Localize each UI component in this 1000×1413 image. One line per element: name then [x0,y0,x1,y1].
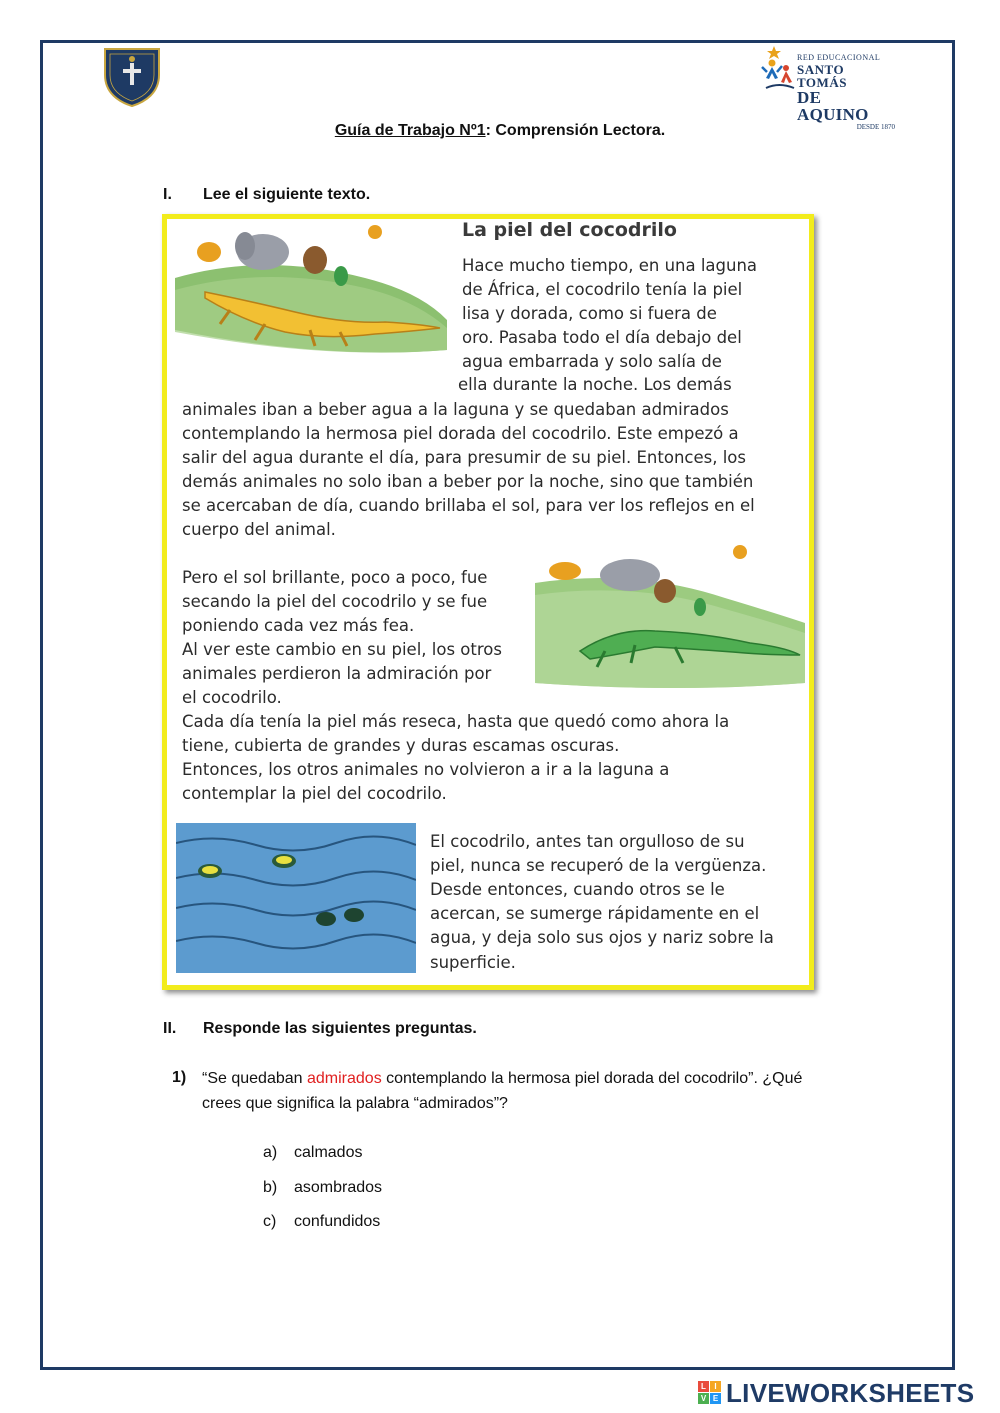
story-line: El cocodrilo, antes tan orgulloso de su [430,832,745,851]
story-line: acercan, se sumerge rápidamente en el [430,904,760,923]
story-line: piel, nunca se recuperó de la vergüenza. [430,856,767,875]
network-logo-line1: RED EDUCACIONAL [797,53,881,62]
badge-letter-i: I [710,1381,721,1392]
story-line: contemplar la piel del cocodrilo. [182,784,447,803]
liveworksheets-badge-icon [698,1381,722,1405]
story-line: Entonces, los otros animales no volvieron a ir a la laguna a [182,760,670,779]
story-line: agua embarrada y solo salía de [462,352,722,371]
story-line: Hace mucho tiempo, en una laguna [462,256,758,275]
story-line: demás animales no solo iban a beber por la noche, sino que también [182,472,754,491]
option-c-text[interactable]: confundidos [294,1213,381,1230]
story-line: agua, y deja solo sus ojos y nariz sobre la [430,928,774,947]
badge-letter-l: L [698,1381,709,1392]
story-line: animales iban a beber agua a la laguna y se quedaban admirados [182,400,729,419]
network-logo-figure-icon [760,44,798,94]
question1-line1 [202,1070,802,1088]
question1-highlight: admirados [306,1070,382,1087]
page-title-rest: : Comprensión Lectora. [485,122,666,139]
story-line: oro. Pasaba todo el día debajo del [462,328,742,347]
network-logo-line4: DESDE 1870 [856,123,895,131]
page-title-underlined: Guía de Trabajo Nº1 [334,122,486,139]
water-eyes-illustration [176,823,416,973]
badge-letter-e: E [710,1393,721,1404]
network-logo [760,44,895,131]
story-line: secando la piel del cocodrilo y se fue [182,592,488,611]
option-b-letter: b) [263,1179,278,1196]
story-line: poniendo cada vez más fea. [182,616,415,635]
network-logo-line2: SANTO TOMÁS [797,62,847,90]
story-line: ella durante la noche. Los demás [458,375,732,394]
section2-number: II. [163,1020,177,1037]
story-line: Desde entonces, cuando otros se le [430,880,725,899]
school-crest [101,45,163,107]
section1-number: I. [163,186,172,203]
section2-heading: Responde las siguientes preguntas. [203,1020,477,1037]
network-logo-line3: DE AQUINO [797,88,869,124]
page-title [0,122,1000,140]
badge-letter-v: V [698,1393,709,1404]
option-b-text[interactable]: asombrados [294,1179,383,1196]
question1-number: 1) [172,1069,187,1086]
story-line: el cocodrilo. [182,688,282,707]
story-line: de África, el cocodrilo tenía la piel [462,280,743,299]
story-title: La piel del cocodrilo [462,219,677,241]
story-line: Cada día tenía la piel más reseca, hasta que quedó como ahora la [182,712,730,731]
liveworksheets-logo[interactable] [698,1378,998,1408]
liveworksheets-brand: LIVEWORKSHEETS [726,1378,975,1408]
section1-heading: Lee el siguiente texto. [203,186,371,203]
story-line: tiene, cubierta de grandes y duras escamas oscuras. [182,736,620,755]
story-line: lisa y dorada, como si fuera de [462,304,717,323]
option-a-letter: a) [263,1144,278,1161]
question1-pre: “Se quedaban [202,1070,307,1087]
story-line: se acercaban de día, cuando brillaba el sol, para ver los reflejos en el [182,496,755,515]
story-line: Al ver este cambio en su piel, los otros [182,640,502,659]
story-line: salir del agua durante el día, para presumir de su piel. Entonces, los [182,448,746,467]
story-line: cuerpo del animal. [182,520,336,539]
story-line: Pero el sol brillante, poco a poco, fue [182,568,488,587]
question1-line2: crees que significa la palabra “admirados”? [202,1095,508,1112]
story-line: contemplando la hermosa piel dorada del cocodrilo. Este empezó a [182,424,739,443]
story-line: superficie. [430,953,516,972]
story-line: animales perdieron la admiración por [182,664,492,683]
option-c-letter: c) [263,1213,277,1230]
green-crocodile-illustration [535,543,805,693]
option-a-text[interactable]: calmados [294,1144,363,1161]
question1-post: contemplando la hermosa piel dorada del cocodrilo”. ¿Qué [381,1070,803,1087]
golden-crocodile-illustration [175,220,447,370]
